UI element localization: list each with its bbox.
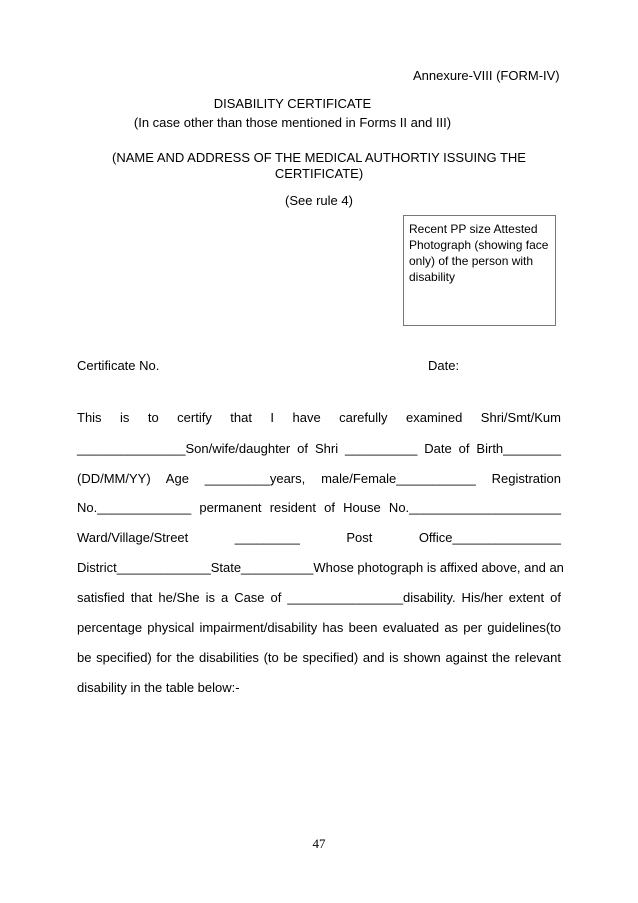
- photograph-instructions: Recent PP size Attested Photograph (showing face only) of the person with disability: [409, 222, 549, 284]
- body-line: (DD/MM/YY) Age _________years, male/Female___________ Registration: [77, 471, 561, 486]
- rule-reference: (See rule 4): [285, 193, 353, 208]
- annexure-label: Annexure-VIII (FORM-IV): [413, 68, 560, 83]
- body-line: satisfied that he/She is a Case of ________________disability. His/her extent of: [77, 590, 561, 605]
- document-subtitle: (In case other than those mentioned in Forms II and III): [133, 115, 452, 130]
- authority-heading-line2: CERTIFICATE): [274, 166, 364, 181]
- document-title: DISABILITY CERTIFICATE: [213, 96, 372, 111]
- body-line: Ward/Village/Street _________ Post Office_______________: [77, 530, 561, 545]
- body-line: District_____________State__________Whose photograph is affixed above, and an: [77, 560, 564, 575]
- body-line: _______________Son/wife/daughter of Shri __________ Date of Birth________: [77, 441, 561, 456]
- photograph-placeholder-box: [403, 215, 556, 326]
- body-line: percentage physical impairment/disability has been evaluated as per guidelines(to: [77, 620, 561, 635]
- body-line: No._____________ permanent resident of House No._____________________: [77, 500, 561, 515]
- body-line: be specified) for the disabilities (to be specified) and is shown against the relevant: [77, 650, 561, 665]
- body-line: disability in the table below:-: [77, 680, 240, 695]
- page-number: 47: [312, 836, 326, 851]
- date-label: Date:: [428, 358, 460, 373]
- authority-heading-line1: (NAME AND ADDRESS OF THE MEDICAL AUTHORTIY ISSUING THE: [112, 150, 526, 165]
- certificate-number-label: Certificate No.: [77, 358, 160, 373]
- body-line: This is to certify that I have carefully examined Shri/Smt/Kum: [77, 410, 561, 425]
